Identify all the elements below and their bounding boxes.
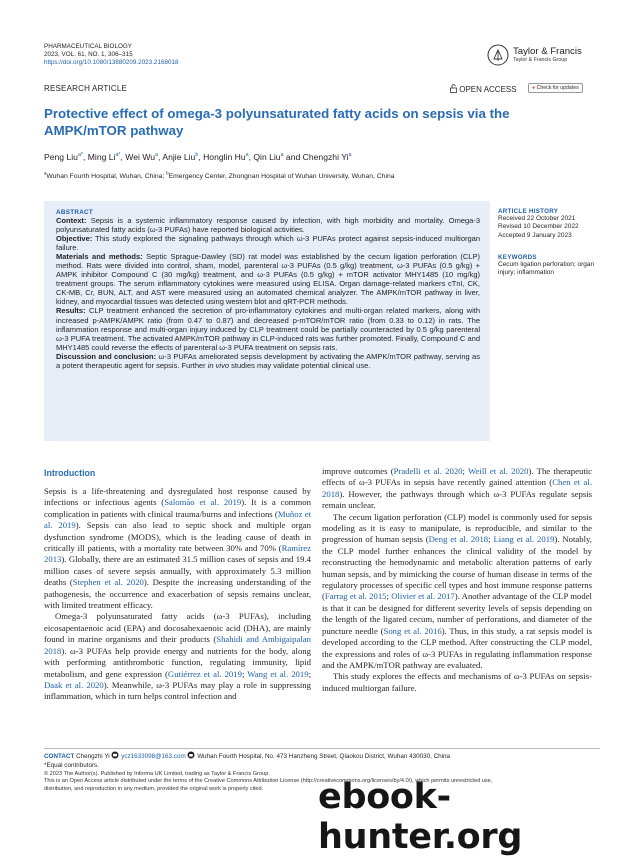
affiliation-sup: a <box>44 170 47 176</box>
journal-name: PHARMACEUTICAL BIOLOGY <box>44 43 132 50</box>
keywords-text: Cecum ligation perforation; organ injury; inflammation <box>498 261 595 277</box>
citation-link[interactable]: Olivier et al. 2017 <box>391 591 455 602</box>
author-name: Qin Liu <box>253 152 281 162</box>
contact-email[interactable]: ycz1633098@163.com <box>121 753 186 760</box>
affiliations <box>44 172 604 181</box>
author-name: Chengzhi Yi <box>302 152 349 162</box>
author-name: Wei Wu <box>125 152 156 162</box>
article-type: RESEARCH ARTICLE <box>44 84 128 93</box>
methods-label: Materials and methods: <box>56 252 143 262</box>
author-list: Peng Liu$^{a*}$, Ming $Li^{a*}$, Wei Wu$^a$, Anjie Liu$^b$, Honglin Hu$^a$, Qin Liu$^a$ and Chengzhi Yi$^a$ <box>44 152 352 162</box>
discussion-label: Discussion and conclusion: <box>56 351 157 361</box>
history-revised: Revised 10 December 2022 <box>498 223 579 231</box>
author-sup: a <box>280 152 284 159</box>
results-text: CLP treatment enhanced the secretion of pro-inflammatory cytokines and multi-organ related markers, along with increased p-AMPK/AMPK ratio (from 0.47 to 0.87) and decreased p-mTOR/mTOR ratio (from 0.33 to 0.12) in rats. The inflammation response and multi-organ injury induced by CLP treatment could be partially counteracted by 0.5 g/kg parenteral ω-3 PUFA treatment. The activated AMPK/mTOR pathway in CLP-induced rats was further promoted. Finally, Compound C and MHY1485 could reverse the effects of parenteral ω-3 PUFA treatment on sepsis rats. <box>56 306 480 352</box>
citation-link[interactable]: Farrag et al. 2015 <box>324 591 387 602</box>
author-sup: a <box>348 152 352 159</box>
context-text: Sepsis is a systemic inflammatory response caused by infection, with high morbidity and mortality. Omega-3 polyunsaturated fatty acids (ω-3 PUFAs) have reported biological activities. <box>56 216 480 235</box>
email-icon <box>111 751 119 759</box>
watermark: ebook-hunter.org <box>318 777 523 857</box>
contact-label: CONTACT <box>44 753 75 760</box>
body-text: ). Sepsis can also lead to septic shock and multiple organ dysfunction syndrome (MODS), which is the leading cause of death in critically ill patients, with a mortality rate between 30% and 70% ( <box>44 520 311 554</box>
citation-link[interactable]: Pradelli et al. 2020 <box>393 466 463 476</box>
author-sup: a <box>245 152 249 159</box>
body-text: ). However, the pathways through which ω-3 PUFAs regulate sepsis remain unclear. <box>322 488 592 511</box>
citation-link[interactable]: Muñoz et al. 2019 <box>44 508 311 531</box>
author-name: Anjie Liu <box>162 152 196 162</box>
body-text: Omega-3 polyunsaturated fatty acids (ω-3 PUFAs), including eicosapentaenoic acid (EPA) and docosahexaenoic acid (DHA), are mainly found in marine organisms and their products ( <box>44 611 311 645</box>
contact-info <box>44 751 604 770</box>
body-paragraph <box>322 512 592 672</box>
contact-name: Chengzhi Yi <box>74 753 112 760</box>
body-text: Sepsis is a life-threatening and dysregulated host response caused by infections or infectious agents ( <box>44 486 311 508</box>
equal-contributors: *Equal contributors. <box>44 761 99 769</box>
copyright-line: © 2023 The Author(s). Published by Informa UK Limited, trading as Taylor & Francis Group. <box>44 771 270 777</box>
citation-link[interactable]: Song et al. 2016 <box>383 625 442 636</box>
results-label: Results: <box>56 306 86 316</box>
author-name: Peng Liu <box>44 152 78 162</box>
discussion-text-b: studies may validate potential clinical use. <box>229 360 371 370</box>
author-sup: a* <box>77 152 83 159</box>
author-sup: b <box>195 152 199 159</box>
discussion-emphasis: in vivo <box>207 360 230 370</box>
body-text: ; <box>462 466 469 476</box>
body-text: ). Another advantage of the CLP model is that it can be designed for different severity levels of sepsis depending on the length of the ligated cecum, number of perforations, and diameter of the puncture needle ( <box>322 591 592 636</box>
body-text: The cecum ligation perforation (CLP) model is commonly used for sepsis modeling as it is easy to manipulate, is reproducible, and similar to the progression of human sepsis ( <box>322 511 592 545</box>
check-updates-button[interactable] <box>528 83 583 93</box>
body-text: ). Notably, the CLP model further enhances the clinical validity of the model by reconstructing the hemodynamic and metabolic alteration patterns of early human sepsis, and by mimicking the course of human disease in terms of the regulatory processes of specific cell types and host immune response patterns ( <box>322 534 592 602</box>
title-line-2: AMPK/mTOR pathway <box>44 122 184 138</box>
citation-link[interactable]: Ramírez 2013 <box>44 543 311 565</box>
body-paragraph <box>44 611 311 702</box>
license-line-1: This is an Open Access article distributed under the terms of the Creative Commons Attribution License (http://creativecommons.org/licenses/by/4.0/), which permits unrestricted use, <box>44 778 493 785</box>
article-history <box>498 208 608 240</box>
author-name: Ming Li <box>87 152 116 162</box>
journal-header <box>44 43 178 68</box>
article-title <box>44 106 584 139</box>
citation-link[interactable]: Wang et al. 2019 <box>247 668 309 679</box>
body-text: ). Globally, there are an estimated 31.5 million cases of sepsis and 19.4 million cases of severe sepsis annually, with approximately 5.3 million deaths ( <box>44 554 311 588</box>
body-text: ). The therapeutic effects of ω-3 PUFAs in sepsis have recently gained attention ( <box>322 466 593 488</box>
license-line-2: distribution, and reproduction in any medium, provided the original work is properly cited. <box>44 785 264 792</box>
affiliation-text: Wuhan Fourth Hospital, Wuhan, China; <box>46 173 167 180</box>
body-text: ; <box>488 534 494 545</box>
history-heading: ARTICLE HISTORY <box>498 208 559 215</box>
publisher-name: Taylor & Francis <box>513 46 582 57</box>
body-paragraph <box>322 671 592 694</box>
methods-text: Septic Sprague-Dawley (SD) rat model was established by the cecum ligation perforation (CLP) method. Rats were divided into control, sham, model, parenteral ω-3 PUFAs (0.5 g/kg) treatment, ω-3 PUFAs (0.5 g/kg) + AMPK inhibitor Compound C (30 mg/kg) treatment, and ω-3 PUFAs (0.5 g/kg) + mTOR activator MHY1485 (10 mg/kg) treatment groups. The serum inflammatory cytokines were measured using ELISA. Organ damage-related markers cTnI, CK, CK-MB, Cr, BUN, ALT, and AST were measured using an automated chemical analyzer. The AMPK/mTOR pathway in liver, kidney, and myocardial tissues was detected using western blot and qRT-PCR methods. <box>56 252 480 307</box>
citation-link[interactable]: Salomão et al. 2019 <box>164 497 242 508</box>
body-paragraph <box>322 466 592 512</box>
check-updates-label: Check for updates <box>536 85 579 91</box>
body-column-right <box>322 466 592 694</box>
citation-link[interactable]: Shahidi and Ambigaipalan 2018 <box>44 634 311 656</box>
open-access-label: OPEN ACCESS <box>459 85 517 94</box>
introduction-heading: Introduction <box>44 468 96 478</box>
body-text: improve outcomes ( <box>322 466 394 476</box>
author-sup: a* <box>115 152 121 159</box>
open-lock-icon <box>450 84 457 93</box>
citation-link[interactable]: Daak et al. 2020 <box>44 679 104 690</box>
context-label: Context: <box>56 216 87 225</box>
citation-link[interactable]: Liang et al. 2019 <box>493 534 555 545</box>
body-text: ). Meanwhile, ω-3 PUFAs may play a role in suppressing inflammation, which in turn helps control infection and <box>44 679 311 702</box>
affiliation-text: Emergency Center, Zhongnan Hospital of Wuhan University, Wuhan, China <box>168 173 395 180</box>
contact-address: Wuhan Fourth Hospital, No. 473 Hanzheng Street, Qiaokou District, Wuhan 430030, China <box>195 753 451 760</box>
history-accepted: Accepted 9 January 2023 <box>498 231 572 239</box>
citation-link[interactable]: Deng et al. 2018 <box>428 534 489 545</box>
body-text: This study explores the effects and mechanisms of ω-3 PUFAs on sepsis-induced multiorgan failure. <box>322 671 592 693</box>
tf-emblem-icon <box>487 44 509 66</box>
doi-link[interactable]: https://doi.org/10.1080/13880209.2023.2168018 <box>44 59 179 67</box>
citation-link[interactable]: Gutiérrez et al. 2019 <box>167 668 242 679</box>
author-name: Honglin Hu <box>203 152 246 162</box>
objective-text: This study explored the signaling pathways through which ω-3 PUFAs protect against sepsis-induced multiorgan failure. <box>56 234 480 253</box>
body-text: ; <box>308 668 311 679</box>
keywords-heading: KEYWORDS <box>498 254 537 261</box>
body-text: ). It is a common complication in patients with clinical trauma/burns and infections ( <box>44 497 311 519</box>
keywords-block <box>498 254 610 278</box>
body-text: ; <box>241 668 248 679</box>
abstract-text <box>56 216 480 370</box>
body-text: ). Despite the increasing understanding of the pathogenesis, the occurrence and exacerbation of sepsis remains unclear, with limited treatment efficacy. <box>44 577 311 611</box>
footer-divider <box>44 748 600 749</box>
author-sup: a <box>155 152 159 159</box>
citation-link[interactable]: Stephen et al. 2020 <box>72 577 144 588</box>
title-line-1: Protective effect of omega-3 polyunsaturated fatty acids on sepsis via the <box>44 106 510 121</box>
check-updates-icon: ● <box>532 85 536 91</box>
abstract-heading: ABSTRACT <box>56 209 94 216</box>
publisher-group: Taylor & Francis Group <box>513 57 568 63</box>
publisher-logo[interactable] <box>487 44 605 68</box>
citation-link[interactable]: Weill et al. 2020 <box>468 466 529 476</box>
body-text: ). ω-3 PUFAs help provide energy and nutrients for the body, along with performing antithrombotic function, regulating immunity, lipid metabolism, and gene expression ( <box>44 645 311 679</box>
discussion-text-a: ω-3 PUFAs ameliorated sepsis development by activating the AMPK/mTOR pathway, serving as a potent therapeutic agent for sepsis. Further <box>56 351 480 370</box>
affiliation-sup: b <box>166 170 169 176</box>
body-text: ). Thus, in this study, a rat sepsis model is developed according to the CLP method. After constructing the CLP model, the expressions and roles of ω-3 PUFAs in regulating inflammation response and the AMPK/mTOR pathway are evaluated. <box>322 625 593 670</box>
body-column-left <box>44 486 311 703</box>
open-access-badge <box>450 84 517 94</box>
body-paragraph <box>44 486 311 611</box>
citation-link[interactable]: Chen et al. 2018 <box>322 477 592 499</box>
journal-volume: 2023, VOL. 61, NO. 1, 306–315 <box>44 51 133 59</box>
history-received: Received 22 October 2021 <box>498 215 576 222</box>
objective-label: Objective: <box>56 234 93 244</box>
body-text: ; <box>386 591 392 602</box>
